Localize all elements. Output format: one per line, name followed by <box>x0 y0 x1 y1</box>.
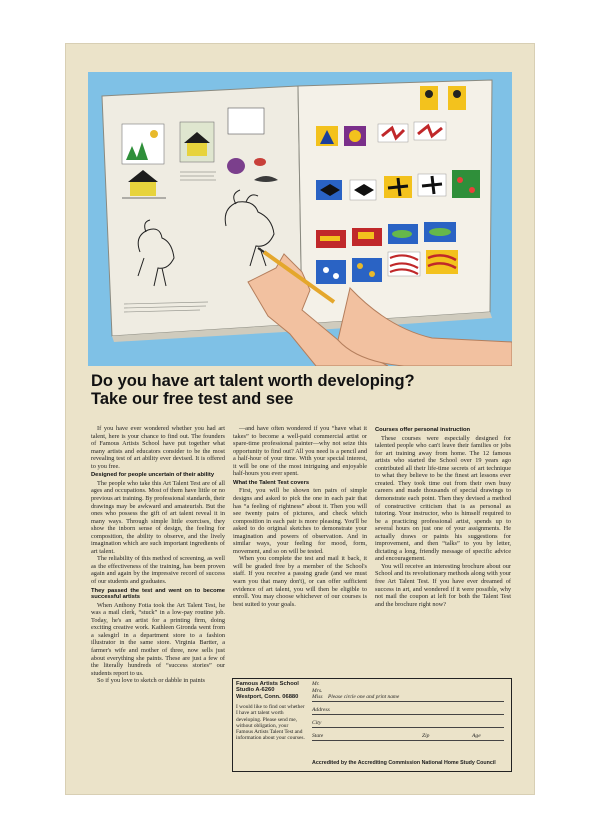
blank-box <box>228 108 264 134</box>
house-wall <box>130 180 156 196</box>
design-tile <box>333 273 339 279</box>
fruit-shape <box>254 158 266 166</box>
city-label: City <box>312 719 322 726</box>
design-tile <box>323 267 329 273</box>
paragraph: These courses were especially designed for talented people who can't leave their families or jobs for art training away from home. The 12 famous artists who started the School over 19 years ago contributed all their life-time secrets of art technique to what they believe to be the finest art lessons ever created. They took time out from their own busy careers and made thousands of special drawings to demonstrate each point. Then they devised a method of constructive criticism that is as personal as tutoring. Your instructor, who is himself required to be a practicing professional artist, spends up to several hours on just one of your assignments. He actually draws or paints his suggestions for improvement, and then “talks” to you by letter, dictating a long, friendly message of specific advice and encouragement. <box>375 434 511 563</box>
paragraph: First, you will be shown ten pairs of simple designs and asked to pick the one in each pair that has “a feeling of rightness” about it. Then you will see twenty pairs of pictures, and check which composition in each pair is more pleasing. You'll be asked to do original sketches to demonstrate your imagination and powers of observation. And in similar ways, your feeling for mood, form, movement, and so on will be tested. <box>233 487 367 555</box>
coupon-request-text: I would like to find out whether I have art talent worth developing. Please send me, without obligation, your Famous Artists Talent Test and information about your courses. <box>236 704 305 742</box>
headline-line-2: Take our free test and see <box>91 390 294 408</box>
paragraph: So if you love to sketch or dabble in paints <box>97 677 205 685</box>
studio-number: Studio A-6260 <box>236 687 275 694</box>
design-tile <box>369 271 375 277</box>
coupon-address-block <box>236 681 306 741</box>
text-column-3 <box>375 425 511 608</box>
address-field[interactable] <box>312 704 504 715</box>
design-tile <box>469 187 475 193</box>
mail-in-coupon <box>232 678 512 782</box>
coupon-form <box>312 681 504 743</box>
school-city: Westport, Conn. 06880 <box>236 693 299 700</box>
name-field[interactable] <box>312 681 504 702</box>
paragraph: The people who take this Art Talent Test are of all ages and occupations. Most of them have little or no previous art training. By professional standards, their drawings may be awkward and amateurish. But the ones who possess the gift of art talent reveal it in many ways. Through simple little exercises, they show the inborn sense of design, the feeling for composition, the ability to observe, and the lively imagination which are such important ingredients of art talent. <box>91 479 225 555</box>
city-field[interactable] <box>312 717 504 728</box>
age-label: Age <box>472 732 481 739</box>
design-tile <box>357 263 363 269</box>
text-column-2 <box>233 425 367 608</box>
sun-shape <box>150 130 158 138</box>
subheading: Designed for people uncertain of their ability <box>91 472 215 479</box>
design-tile <box>358 232 374 239</box>
accreditation-note: Accredited by the Accrediting Commission National Home Study Council <box>312 760 496 766</box>
house-wall <box>187 142 207 156</box>
paragraph: When you complete the test and mail it back, it will be graded free by a member of the School's staff. If you receive a passing grade (and we must warn you that many don't), or can offer sufficient evidence of art talent, you will then be eligible to enroll. You may choose whichever of our courses is best suited to your goals. <box>233 555 367 608</box>
design-tile <box>349 130 361 142</box>
state-label: State <box>312 732 324 739</box>
ad-headline <box>91 372 511 408</box>
paragraph: When Anthony Fotia took the Art Talent Test, he was a mail clerk, “stuck” in a low-pay routine job. Today, he's an artist for a printing firm, doing exciting creative work. Kathleen Gironda went from a salesgirl in a department store to a fashion illustrator in the same store. Virginia Bartter, a farmer's wife and mother of three, now sells just about everything she paints. These are just a few of the literally hundreds of “success stories” our students report to us. <box>91 601 225 677</box>
subheading: Courses offer personal instruction <box>375 427 471 433</box>
subheading: What the Talent Test covers <box>233 479 310 486</box>
name-note: Please circle one and print name <box>328 693 400 700</box>
design-tile <box>429 228 451 236</box>
design-tile <box>453 90 461 98</box>
paragraph: You will receive an interesting brochure about our School and its revolutionary methods along with your free Art Talent Test. If you have ever dreamed of success in art, and wondered if it were possible, why not mail the coupon at left for both the Talent Test and the brochure right now? <box>375 562 511 608</box>
design-tile <box>392 230 412 238</box>
fruit-shape <box>227 158 245 174</box>
design-tile <box>352 258 382 282</box>
text-column-1 <box>91 425 225 685</box>
salutation-label: Mr. Mrs. Miss <box>312 681 323 700</box>
design-tile <box>457 177 463 183</box>
address-label: Address <box>312 706 330 713</box>
paragraph: If you have ever wondered whether you had art talent, here is your chance to find out. The founders of Famous Artists School have put together what many artists and educators consider to be the most revealing test of art ability ever devised. It is offered to you free. <box>91 425 225 470</box>
art-talent-test-illustration <box>88 72 512 366</box>
design-tile <box>425 90 433 98</box>
zip-label: Zip <box>422 732 430 739</box>
design-tile <box>426 250 458 274</box>
state-zip-age-field[interactable] <box>312 730 504 741</box>
subheading: They passed the test and went on to become successful artists <box>91 587 225 601</box>
design-tile <box>452 170 480 198</box>
design-tile <box>316 260 346 284</box>
paragraph: —and have often wondered if you “have what it takes” to become a well-paid commercial artist or spare-time professional painter—why not seize this opportunity to find out? All you need is a pencil and a half-hour of your time. With your special interest, it will be one of the most intriguing and enjoyable half-hours you ever spent. <box>233 425 367 478</box>
school-name: Famous Artists School <box>236 681 299 687</box>
book-right-page <box>298 80 492 324</box>
headline-line-1: Do you have art talent worth developing? <box>91 372 415 390</box>
design-tile <box>320 236 340 241</box>
paragraph: The reliability of this method of screening, as well as the effectiveness of the training, has been proven again and again by the impressive record of success of our students and graduates. <box>91 555 225 585</box>
